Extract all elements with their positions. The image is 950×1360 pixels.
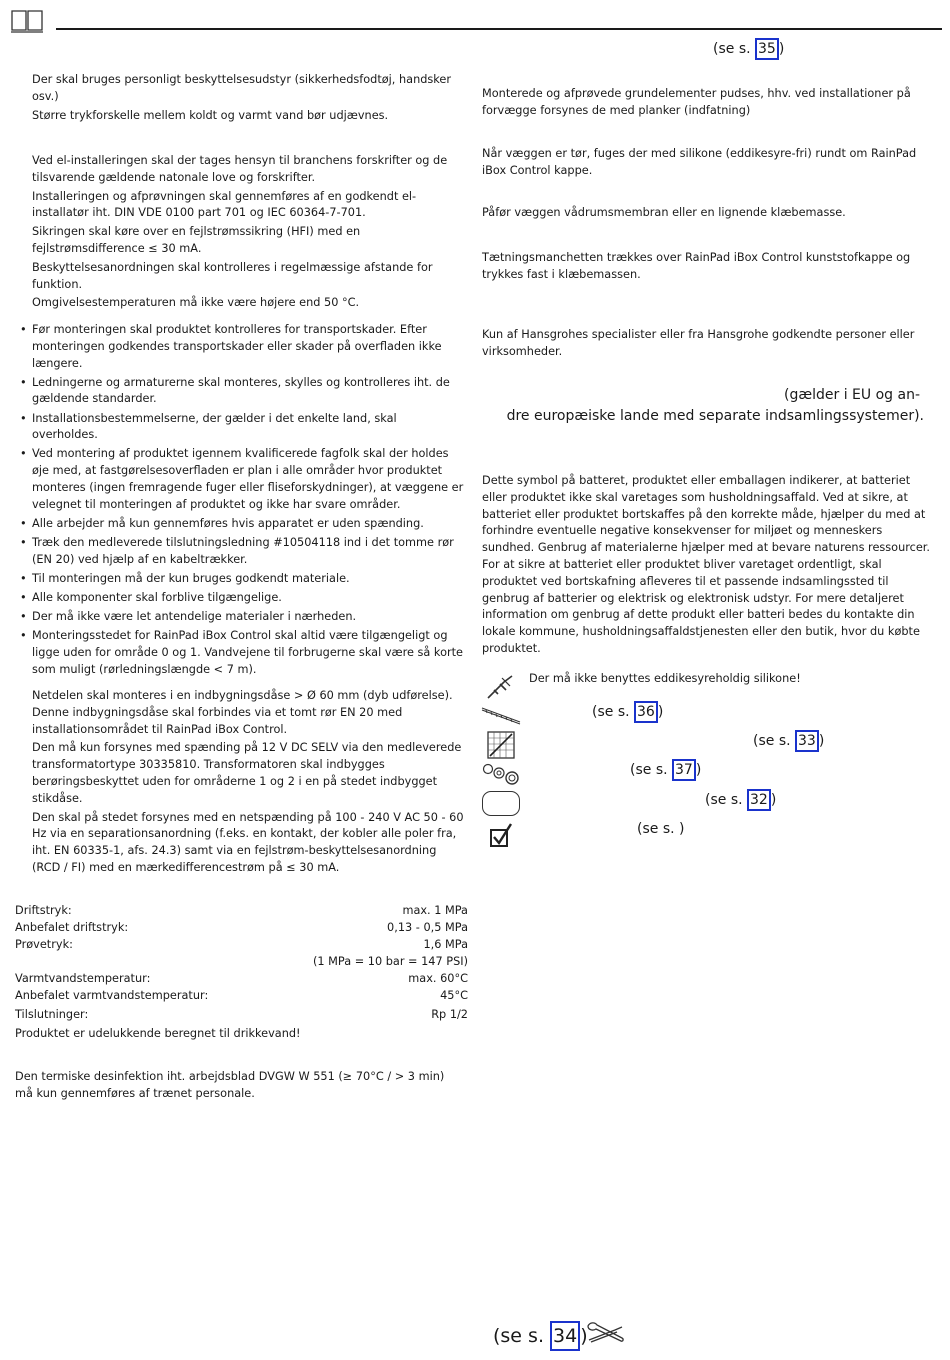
page-link[interactable]: 36 — [634, 701, 658, 723]
battery-disposal-text — [482, 473, 936, 658]
disinfection-note — [15, 1069, 465, 1103]
list-item: • Monteringsstedet for RainPad iBox Control skal altid være tilgængeligt og ligge uden for område 0 og 1. Vandvejene til forbrugerne skal være så korte som muligt (rørledningslængde < 7 m). — [20, 628, 466, 678]
ref-row: (se s. ) — [637, 821, 685, 837]
list-item: • Til monteringen må der kun bruges godkendt materiale. — [20, 571, 466, 588]
ref-row: (se s. 36 ) — [592, 701, 663, 723]
list-item: • Alle arbejder må kun gennemføres hvis apparatet er uden spænding. — [20, 516, 466, 533]
header-rule — [56, 28, 942, 30]
paragraph: Når væggen er tør, fuges der med silikone (eddikesyre-fri) rundt om RainPad iBox Control kappe. — [482, 147, 917, 177]
power-section — [32, 688, 464, 877]
tech-row: Tilslutninger: Rp 1/2 — [15, 1008, 468, 1021]
paragraph: Sikringen skal køre over en fejlstrømssikring (HFI) med en fejlstrømsdifference ≤ 30 mA. — [32, 225, 361, 255]
paragraph: Større trykforskelle mellem koldt og varmt vand bør udjævnes. — [32, 108, 389, 122]
electrical-section — [32, 153, 464, 312]
checkmark-box-icon — [489, 822, 515, 848]
page-link[interactable]: 33 — [795, 730, 819, 752]
paragraph: Installeringen og afprøvningen skal gennemføres af en godkendt el-installatør iht. DIN VDE 0100 part 701 og IEC 60364-7-701. — [32, 189, 417, 220]
paragraph: Påfør væggen vådrumsmembran eller en lignende klæbemasse. — [482, 206, 846, 219]
silicone-warning: Der må ikke benyttes eddikesyreholdig silikone! — [529, 672, 801, 685]
paragraph: Den skal på stedet forsynes med en netspænding på 100 - 240 V AC 50 - 60 Hz via en separationsanordning (f.eks. en kontakt, der kobler alle poler fra, iht. EN 60335-1, afs. 24.3) samt via en fejlstrøm-beskyttelsesanordning (RCD / FI) med en mærkedifferencestrøm på ≤ 30 mA. — [32, 810, 464, 874]
tech-row: Driftstryk: max. 1 MPa — [15, 904, 468, 917]
mounting-list — [20, 322, 466, 679]
paragraph: Omgivelsestemperaturen må ikke være højere end 50 °C. — [32, 296, 360, 310]
wrench-screwdriver-icon — [585, 1320, 625, 1348]
page-link[interactable]: 37 — [672, 759, 696, 781]
cleaning-icon — [482, 791, 520, 816]
list-item: • Ledningerne og armaturerne skal monteres, skylles og kontrolleres iht. de gældende standarder. — [20, 375, 466, 409]
ruler-icon — [481, 704, 521, 726]
list-item: • Ved montering af produktet igennem kvalificerede fagfolk skal der holdes øje med, at fastgørelsesoverfladen er plan i alle områder hvor produktet monteres (ingen fremragende fuger eller fliseforskydninger), at væggene er velegnet til monteringen af produktet og ikke har svare områder. — [20, 446, 466, 513]
page-link[interactable]: 35 — [755, 38, 779, 60]
paragraph: Kun af Hansgrohes specialister eller fra Hansgrohe godkendte personer eller virksomheder. — [482, 328, 915, 358]
tech-row: Anbefalet varmtvandstemperatur: 45°C — [15, 989, 468, 1002]
tech-row: Varmtvandstemperatur: max. 60°C — [15, 972, 468, 985]
dimension-grid-icon — [487, 731, 515, 759]
list-item: • Før monteringen skal produktet kontrolleres for transportskader. Efter monteringen godkendes transportskader eller skader på overfladen ikke længere. — [20, 322, 466, 372]
install-section — [482, 86, 922, 120]
paragraph: Der skal bruges personligt beskyttelsesudstyr (sikkerhedsfodtøj, handsker osv.) — [32, 73, 452, 103]
silicone-gun-icon — [484, 672, 518, 702]
open-book-icon — [10, 8, 44, 34]
ref-row: (se s. 32 ) — [705, 789, 776, 811]
list-item: • Træk den medleverede tilslutningsledning #10504118 ind i det tomme rør (EN 20) ved hjælp af en kabeltrækker. — [20, 535, 466, 569]
paragraph: Dette symbol på batteret, produktet eller emballagen indikerer, at batteriet eller produktet ikke skal varetages som husholdningsaffald. Ved at sikre, at batteriet eller produktet bortskaffes på den korrekte måde, hjælper du med at forhindre eventuelle negative konsekvenser for miljøet og menneskers sundhed. Genbrug af materialerne hjælper med at bevare naturens ressourcer. For at sikre at batteriet eller produktet bliver varetaget ordentligt, skal produktet ved bortskafning afleveres til et passende indsamlingssted til genbrug af batterier og elektrisk og elektronisk udstyr. For mere detaljeret information om genbrug af dette produkt eller batteri bedes du kontakte din lokale kommune, husholdningsaffaldstjenesten eller den butik, hvor du købte produktet. — [482, 474, 930, 655]
paragraph: Monterede og afprøvede grundelementer pudses, hhv. ved installationer på forvægge forsynes de med planker (indfatning) — [482, 87, 911, 117]
mounting-section — [20, 322, 466, 681]
list-item: • Alle komponenter skal forblive tilgængelige. — [20, 590, 466, 607]
protection-section — [32, 72, 464, 124]
silicone-paragraph — [482, 146, 928, 180]
footer-page-reference: (se s. 34 ) — [493, 1321, 588, 1351]
tech-row: (1 MPa = 10 bar = 147 PSI) — [312, 955, 468, 968]
membrane-paragraph — [482, 205, 922, 222]
tech-row: Prøvetryk: 1,6 MPa — [15, 938, 468, 951]
paragraph: Den må kun forsynes med spænding på 12 V DC SELV via den medleverede transformatortype 30335810. Transformatoren skal indbygges berøringsbeskyttet uden for områderne 1 og 2 i en på stedet indbygget stikdåse. — [32, 741, 462, 805]
ref-row: (se s. 33 ) — [753, 730, 824, 752]
paragraph: Netdelen skal monteres i en indbygningsdåse > Ø 60 mm (dyb udførelse). Denne indbygningsdåse skal forbindes via et tomt rør EN 20 med installationsområdet til RainPad iBox Control. — [32, 689, 453, 736]
ref-row: (se s. 37 ) — [630, 759, 701, 781]
drinking-water-note: Produktet er udelukkende beregnet til drikkevand! — [15, 1027, 301, 1040]
paragraph: Den termiske desinfektion iht. arbejdsblad DVGW W 551 (≥ 70°C / > 3 min) må kun gennemføres af trænet personale. — [15, 1070, 445, 1100]
list-item: • Der må ikke være let antendelige materialer i nærheden. — [20, 609, 466, 626]
page-link[interactable]: 34 — [550, 1321, 580, 1351]
tech-row: Anbefalet driftstryk: 0,13 - 0,5 MPa — [15, 921, 468, 934]
paragraph: Beskyttelsesanordningen skal kontrolleres i regelmæssige afstande for funktion. — [32, 260, 433, 291]
sleeve-paragraph — [482, 250, 932, 284]
eu-note: (gælder i EU og an- dre europæiske lande med separate indsamlingssystemer). — [506, 387, 924, 424]
header — [0, 0, 950, 40]
paragraph: Ved el-installeringen skal der tages hensyn til branchens forskrifter og de tilsvarende gældende natonale love og forskrifter. — [32, 154, 448, 184]
page-link[interactable]: 32 — [747, 789, 771, 811]
specialists-note — [482, 327, 922, 361]
technical-data — [15, 903, 468, 1043]
list-item: • Installationsbestemmelserne, der gælder i det enkelte land, skal overholdes. — [20, 411, 466, 445]
top-page-reference: (se s. 35 ) — [713, 38, 784, 60]
paragraph: Tætningsmanchetten trækkes over RainPad iBox Control kunststofkappe og trykkes fast i klæbemassen. — [482, 251, 911, 281]
spare-parts-icon — [482, 762, 522, 788]
